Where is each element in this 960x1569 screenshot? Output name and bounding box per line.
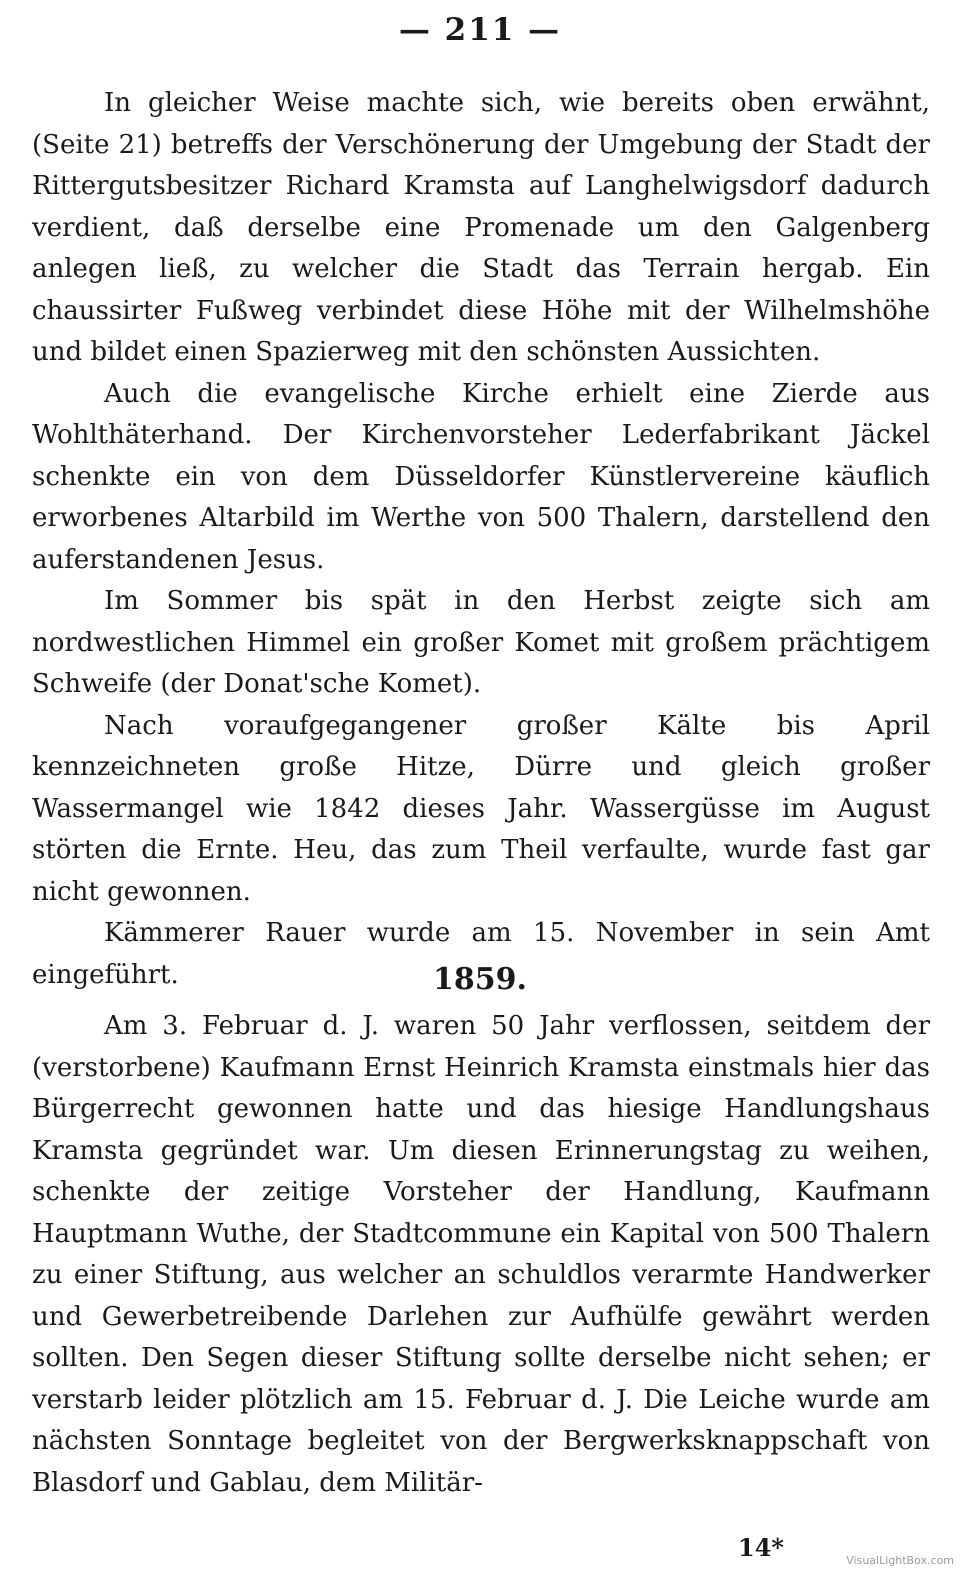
paragraph-promenade: In gleicher Weise machte sich, wie bereits oben erwähnt, (Seite 21) betreffs der Verschönerung der Umgebung der Stadt der Rittergutsbesitzer Richard Kramsta auf Langhelwigsdorf dadurch verdient, daß derselbe eine Promenade um den Galgenberg anlegen ließ, zu welcher die Stadt das Terrain hergab. Ein chaussirter Fußweg verbindet diese Höhe mit der Wilhelmshöhe und bildet einen Spazierweg mit den schönsten Aussichten.	[32, 88, 930, 367]
page-number-header: — 211 —	[398, 12, 562, 48]
text-block-before	[32, 83, 930, 996]
paragraph-stiftung: Am 3. Februar d. J. waren 50 Jahr verflossen, seitdem der (verstorbene) Kaufmann Ernst Heinrich Kramsta einstmals hier das Bürgerrecht gewonnen hatte und das hiesige Handlungshaus Kramsta gegründet war. Um diesen Erinnerungstag zu weihen, schenkte der zeitige Vorsteher der Handlung, Kaufmann Hauptmann Wuthe, der Stadtcommune ein Kapital von 500 Thalern zu einer Stiftung, aus welcher an schuldlos verarmte Handwerker und Gewerbetreibende Darlehen zur Aufhülfe gewährt werden sollten. Den Segen dieser Stiftung sollte derselbe nicht sehen; er verstarb leider plötzlich am 15. Februar d. J. Die Leiche wurde am nächsten Sonntage begleitet von der Bergwerksknappschaft von Blasdorf und Gablau, dem Militär-	[32, 1011, 930, 1498]
signature-mark: 14*	[738, 1533, 784, 1562]
paragraph-weather: Nach voraufgegangener großer Kälte bis April kennzeichneten große Hitze, Dürre und gleich großer Wassermangel wie 1842 dieses Jahr. Wassergüsse im August störten die Ernte. Heu, das zum Theil verfaulte, wurde fast gar nicht gewonnen.	[32, 710, 930, 907]
paragraph-kaemmerer: Kämmerer Rauer wurde am 15. November in sein Amt eingeführt.	[32, 918, 930, 990]
year-heading: 1859.	[433, 962, 527, 997]
text-block-after	[32, 1006, 930, 1504]
paragraph-altarbild: Auch die evangelische Kirche erhielt eine Zierde aus Wohlthäterhand. Der Kirchenvorsteher Lederfabrikant Jäckel schenkte ein von dem Düsseldorfer Künstlervereine käuflich erworbenes Altarbild im Werthe von 500 Thalern, darstellend den auferstandenen Jesus.	[32, 378, 930, 575]
paragraph-komet: Im Sommer bis spät in den Herbst zeigte sich am nordwestlichen Himmel ein großer Komet mit großem prächtigem Schweife (der Donat'sche Komet).	[32, 586, 930, 699]
watermark: VisualLightBox.com	[846, 1554, 954, 1567]
